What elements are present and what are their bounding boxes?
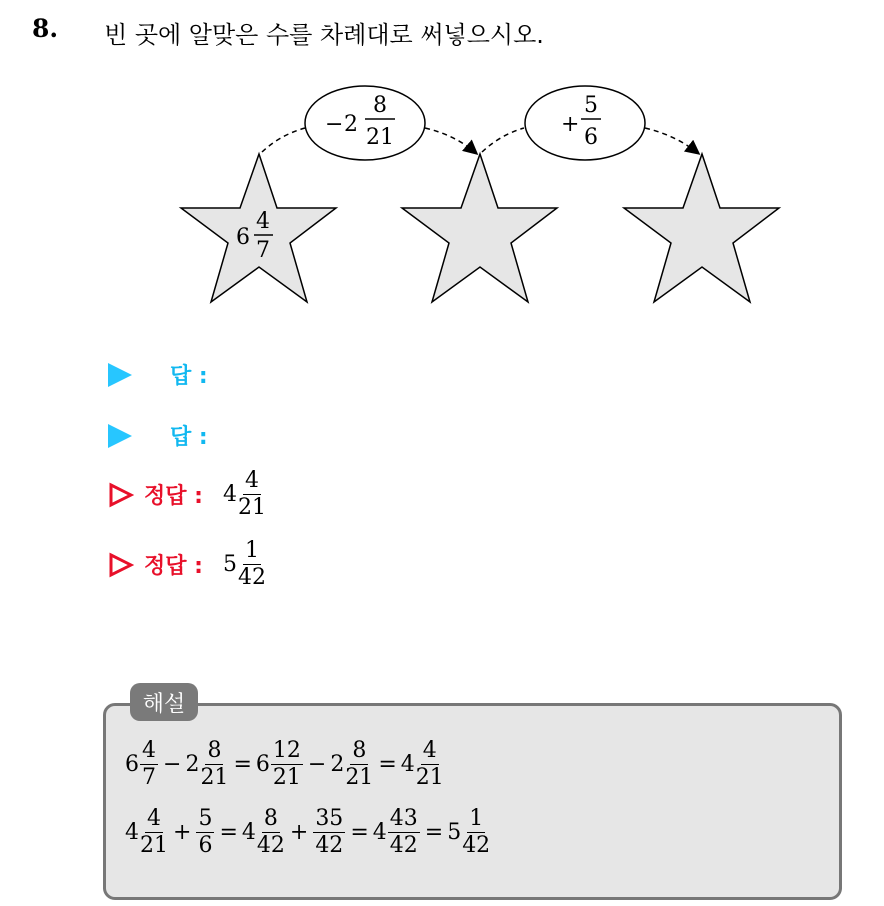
op1-whole: 2 (344, 112, 358, 137)
explanation-line-2: 4 $\frac{4}{21}$ + $\frac{5}{6}$ = 4 $\frac{8}{42}$ + $\frac{35}{42}$ = 4 $\frac{43}{42}$ = 5 $\frac{1}{42}$ (125, 806, 491, 858)
arrow-1 (262, 128, 305, 152)
answer-label: 답 : (170, 425, 208, 450)
star-blank-2[interactable] (624, 154, 779, 302)
play-outline-icon (108, 552, 134, 578)
explanation-box (103, 703, 842, 900)
star-blank-1[interactable] (402, 154, 557, 302)
solution-label: 정답 : (144, 554, 203, 579)
op1-num: 8 (373, 93, 387, 118)
answer-row-2[interactable] (108, 420, 208, 451)
op1-sign: − (325, 112, 344, 137)
op2-num: 5 (584, 93, 598, 118)
solution-row-1 (108, 470, 267, 519)
answer-label: 답 : (170, 364, 208, 389)
star-diagram (0, 0, 884, 340)
op1-den: 21 (366, 125, 394, 150)
solution-row-2 (108, 540, 267, 589)
arrow-2-end (645, 128, 698, 153)
op2-den: 6 (584, 125, 598, 150)
arrow-1-end (425, 128, 476, 153)
start-den: 7 (256, 238, 270, 263)
explanation-tag: 해설 (130, 683, 198, 721)
op-ellipse-1 (305, 86, 425, 160)
solution-value: 4 $\frac{4}{21}$ (222, 468, 266, 520)
play-outline-icon (108, 482, 134, 508)
op2-sign: + (561, 112, 580, 137)
arrow-2 (482, 128, 524, 152)
play-icon (108, 363, 132, 387)
answer-row-1[interactable] (108, 359, 208, 390)
question-number: 8. (32, 14, 59, 43)
start-whole: 6 (236, 225, 250, 250)
question-text: 빈 곳에 알맞은 수를 차례대로 써넣으시오. (104, 21, 544, 49)
start-num: 4 (256, 209, 270, 234)
play-icon (108, 424, 132, 448)
solution-value: 5 $\frac{1}{42}$ (222, 538, 266, 590)
explanation-line-1: 6 $\frac{4}{7}$ − 2 $\frac{8}{21}$ = 6 $\frac{12}{21}$ − 2 $\frac{8}{21}$ = 4 $\frac{4}{21}$ (125, 738, 444, 790)
solution-label: 정답 : (144, 484, 203, 509)
